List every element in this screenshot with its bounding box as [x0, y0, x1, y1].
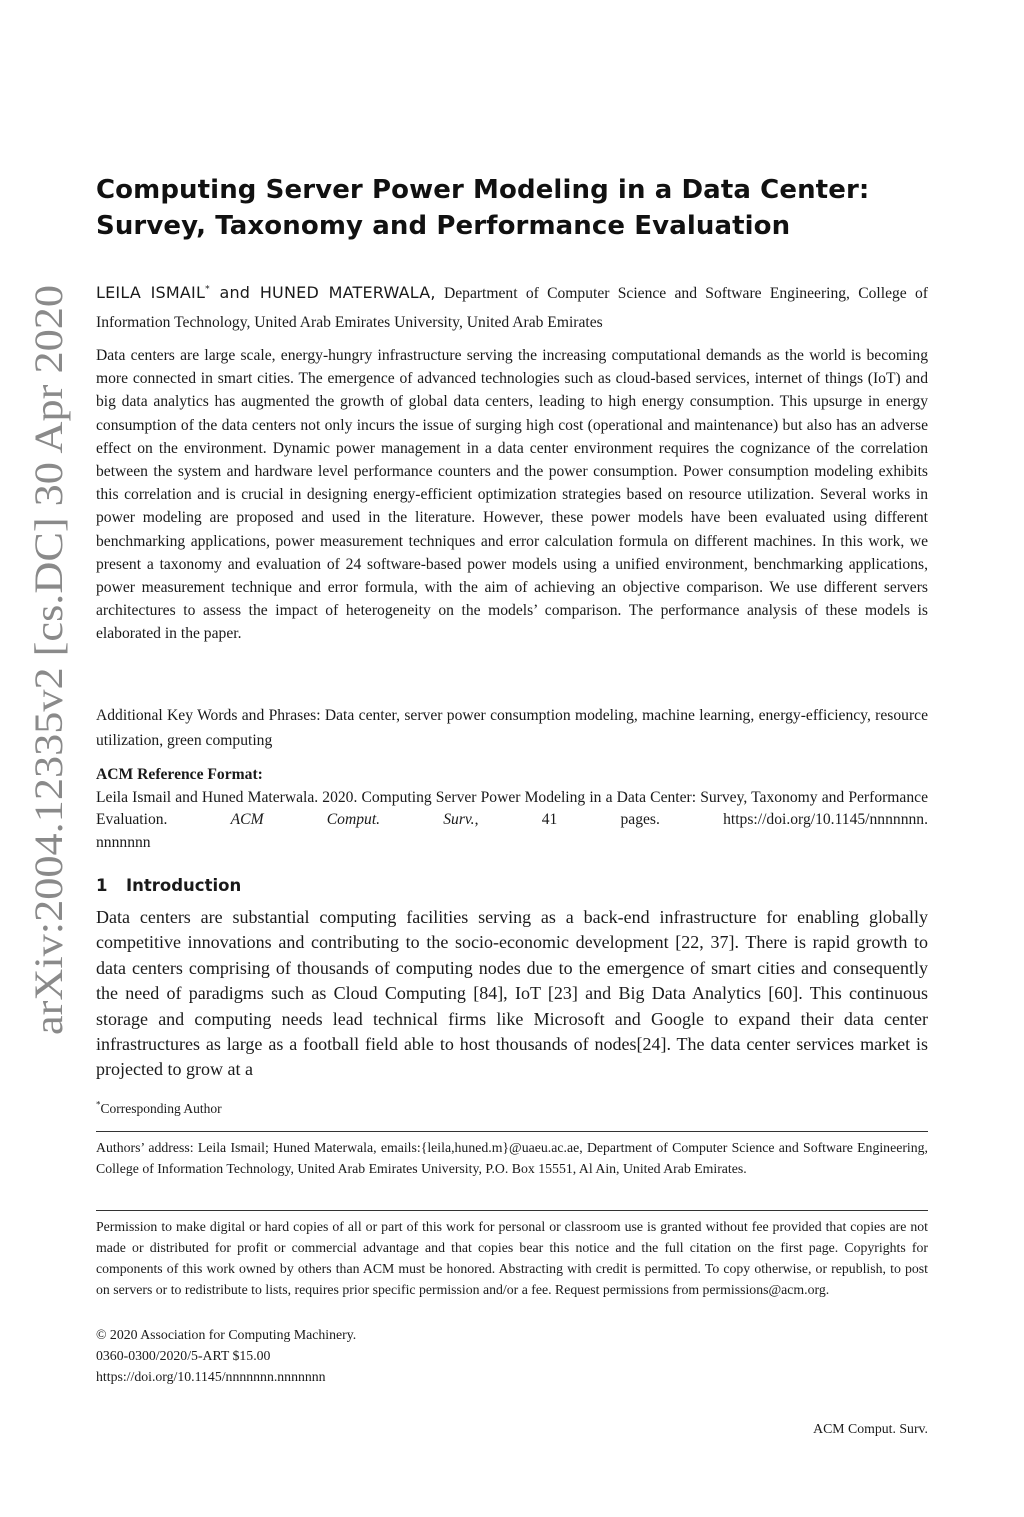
keywords: Additional Key Words and Phrases: Data center, server power consumption modeling, machine learning, energy-efficiency, resource utilization, green computing: [96, 707, 928, 749]
author-block: [96, 278, 928, 337]
acm-reference-text: Leila Ismail and Huned Materwala. 2020. Computing Server Power Modeling in a Data Center: Survey, Taxonomy and Performance Evaluation.: [96, 788, 928, 828]
permission-notice: Permission to make digital or hard copies of all or part of this work for personal or classroom use is granted without fee provided that copies are not made or distributed for profit or commercial advantage and that copies bear this notice and the full citation on the first page. Copyrights for components of this work owned by others than ACM must be honored. Abstracting with credit is permitted. To copy otherwise, or republish, to post on servers or to redistribute to lists, requires prior specific permission and/or a fee. Request permissions from permissions@acm.org.: [96, 1219, 928, 1297]
paper-title: Computing Server Power Modeling in a Data Center: Survey, Taxonomy and Performance Evaluation: [96, 175, 870, 241]
publication-info: [96, 1324, 928, 1387]
footnote-mark: *: [96, 1099, 101, 1110]
author-affiliation: Department of Computer Science and Software Engineering, College of Information Technology, United Arab Emirates University, United Arab Emirates: [96, 285, 928, 331]
arxiv-stamp-text: arXiv:2004.12335v2 [cs.DC] 30 Apr 2020: [26, 357, 71, 1035]
divider: [96, 1131, 928, 1132]
doi-line: https://doi.org/10.1145/nnnnnnn.nnnnnnn: [96, 1369, 326, 1384]
section-number: 1: [96, 876, 108, 895]
introduction-paragraph: Data centers are substantial computing facilities serving as a back-end infrastructure for enabling globally competitive innovations and contributing to the socio-economic development [22, 37]. There is rapid growth to data centers comprising of thousands of computing nodes due to the emergence of smart cities and consequently the need of paradigms such as Cloud Computing [84], IoT [23] and Big Data Analytics [60]. This continuous storage and computing needs lead technical firms like Microsoft and Google to expand their data center infrastructures as large as a football field able to host thousands of nodes[24]. The data center services market is projected to grow at a: [96, 907, 928, 1080]
section-heading-introduction: [96, 874, 928, 898]
section-title: Introduction: [126, 876, 242, 895]
author-names: [96, 283, 436, 302]
abstract: Data centers are large scale, energy-hungry infrastructure serving the increasing computational demands as the world is becoming more connected in smart cities. The emergence of advanced technologies such as cloud-based services, internet of things (IoT) and big data analytics has augmented the growth of global data centers, leading to high energy consumption. This upsurge in energy consumption of the data centers not only incurs the issue of surging high cost (operational and maintenance) but also has an adverse effect on the environment. Dynamic power management in a data center environment requires the cognizance of the correlation between the system and hardware level performance counters and the power consumption. Power consumption modeling exhibits this correlation and is crucial in designing energy-efficient optimization strategies based on resource utilization. Several works in power modeling are proposed and used in the literature. However, these power models have been evaluated using different benchmarking applications, power measurement techniques and error calculation formula on different machines. In this work, we present a taxonomy and evaluation of 24 software-based power models using a unified environment, benchmarking applications, power measurement technique and error formula, with the aim of achieving an objective comparison. We use different servers architectures to assess the impact of heterogeneity on the models’ comparison. The performance analysis of these models is elaborated in the paper.: [96, 347, 928, 643]
author-footnote-mark: *: [205, 284, 210, 295]
issn-line: 0360-0300/2020/5-ART $15.00: [96, 1348, 271, 1363]
authors-address: Authors’ address: Leila Ismail; Huned Materwala, emails:{leila,huned.m}@uaeu.ac.ae, Department of Computer Science and Software Engineering, College of Information Technology, United Arab Emirates University, P.O. Box 15551, Al Ain, United Arab Emirates.: [96, 1140, 928, 1176]
arxiv-stamp: [12, 285, 74, 1035]
acm-reference-doi: , 41 pages. https://doi.org/10.1145/nnnnnnn.: [474, 811, 928, 828]
divider: [96, 1210, 928, 1211]
acm-reference-doi-tail: nnnnnnn: [96, 833, 151, 851]
acm-reference-body: [96, 787, 928, 832]
footnote-text: Corresponding Author: [100, 1101, 222, 1116]
acm-reference-journal: ACM Comput. Surv.: [230, 811, 475, 828]
copyright-line: © 2020 Association for Computing Machinery.: [96, 1327, 357, 1342]
acm-reference-format: [96, 764, 928, 854]
author-name-1: LEILA ISMAIL: [96, 283, 206, 302]
page-footer: ACM Comput. Surv.: [813, 1421, 928, 1436]
acm-reference-label: ACM Reference Format:: [96, 766, 263, 783]
author-name-2: and HUNED MATERWALA,: [209, 283, 436, 302]
footnote: [96, 1099, 928, 1119]
